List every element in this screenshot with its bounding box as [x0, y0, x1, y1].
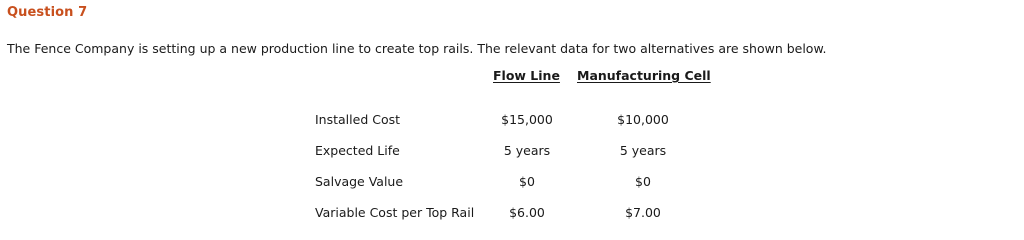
manufacturing-cell-value: $10,000 [617, 112, 669, 127]
manufacturing-cell-value: $0 [635, 174, 651, 189]
flow-line-value: 5 years [503, 143, 551, 158]
row-label: Variable Cost per Top Rail [315, 205, 475, 220]
table-row-expected-life [0, 143, 1024, 161]
question-prompt: The Fence Company is setting up a new production line to create top rails. The relevant data for two alternatives are shown below. [7, 41, 827, 56]
flow-line-value: $0 [519, 174, 535, 189]
column-header-manufacturing-cell: Manufacturing Cell [577, 68, 711, 83]
row-label: Expected Life [315, 143, 400, 158]
question-title: Question 7 [7, 5, 88, 20]
manufacturing-cell-value: $7.00 [625, 205, 661, 220]
table-row-installed-cost [0, 112, 1024, 130]
manufacturing-cell-value: 5 years [619, 143, 667, 158]
column-header-flow-line: Flow Line [493, 68, 560, 83]
flow-line-value: $15,000 [501, 112, 553, 127]
row-label: Salvage Value [315, 174, 404, 189]
table-row-variable-cost [0, 205, 1024, 223]
table-row-salvage-value [0, 174, 1024, 192]
row-label: Installed Cost [315, 112, 401, 127]
flow-line-value: $6.00 [509, 205, 545, 220]
